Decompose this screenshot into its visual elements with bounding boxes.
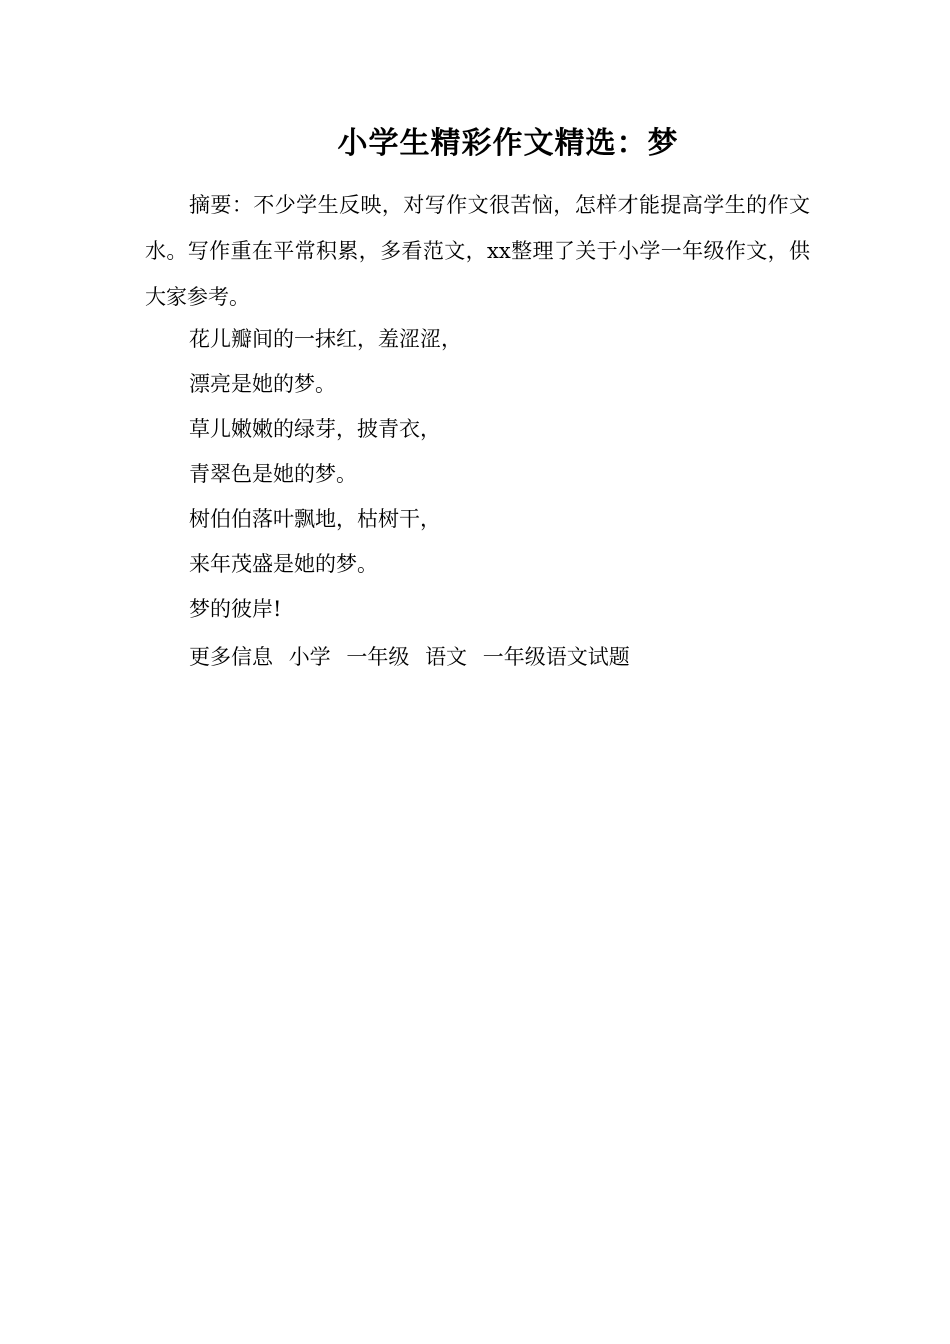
poem-line: 来年茂盛是她的梦。: [189, 552, 378, 576]
tag-link-chinese[interactable]: 语文: [425, 645, 468, 669]
more-info-row: [189, 642, 639, 672]
document-title: 小学生精彩作文精选：梦: [337, 126, 679, 161]
poem-line: 树伯伯落叶飘地，枯树干，: [189, 507, 441, 531]
poem-line: 草儿嫩嫩的绿芽，披青衣，: [189, 417, 441, 441]
poem-line: 梦的彼岸!: [189, 597, 282, 621]
tag-link-grade-one-chinese-exam[interactable]: 一年级语文试题: [482, 645, 630, 669]
poem-line: 漂亮是她的梦。: [189, 372, 336, 396]
tag-link-grade-one[interactable]: 一年级: [346, 645, 410, 669]
tag-link-primary-school[interactable]: 小学: [288, 645, 331, 669]
poem-line: 青翠色是她的梦。: [189, 462, 357, 486]
more-info-label: 更多信息: [189, 645, 273, 669]
abstract-paragraph: 摘要：不少学生反映，对写作文很苦恼，怎样才能提高学生的作文水。写作重在平常积累，多看范文，xx整理了关于小学一年级作文，供大家参考。: [145, 193, 810, 309]
poem-line: 花儿瓣间的一抹红，羞涩涩，: [189, 327, 462, 351]
